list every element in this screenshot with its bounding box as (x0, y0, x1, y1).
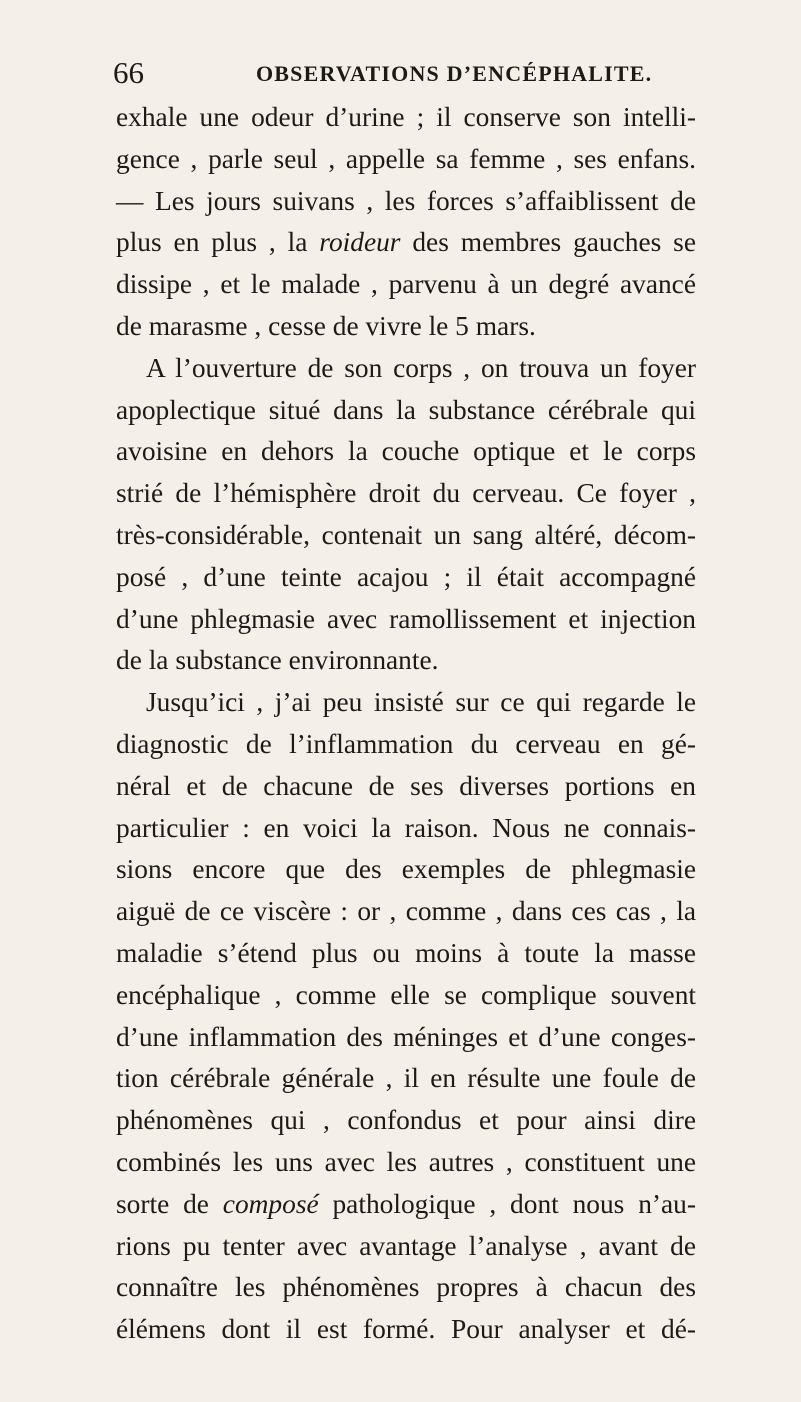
text-line: très-considérable, contenait un sang altéré, décom- (116, 519, 696, 550)
text-line: avoisine en dehors la couche optique et le corps (116, 436, 696, 467)
text-line: gence , parle seul , appelle sa femme , ses enfans. (116, 143, 696, 174)
text-line: sions encore que des exemples de phlegmasie (116, 854, 696, 885)
text-line: encéphalique , comme elle se complique souvent (116, 979, 696, 1010)
text-line: — Les jours suivans , les forces s’affaiblissent de (116, 185, 696, 216)
text-line: de marasme , cesse de vivre le 5 mars. (116, 310, 536, 341)
text-line: exhale une odeur d’urine ; il conserve son intelli- (116, 102, 696, 132)
page-header (113, 56, 693, 90)
text-line: posé , d’une teinte acajou ; il était accompagné (116, 561, 696, 592)
text-line: diagnostic de l’inflammation du cerveau en gé- (116, 728, 696, 759)
text-line: de la substance environnante. (116, 645, 439, 676)
text-line: apoplectique situé dans la substance cérébrale qui (116, 394, 696, 425)
text-line: combinés les uns avec les autres , constituent une (116, 1146, 696, 1177)
text-line: néral et de chacune de ses diverses portions en (116, 770, 696, 801)
running-head: OBSERVATIONS D’ENCÉPHALITE. (256, 61, 653, 86)
text-line: particulier : en voici la raison. Nous ne connais- (116, 812, 696, 843)
text-line: connaître les phénomènes propres à chacun des (116, 1272, 696, 1303)
text-line: d’une phlegmasie avec ramollissement et injection (116, 603, 696, 634)
body-text (116, 97, 696, 1351)
text-line: rions pu tenter avec avantage l’analyse , avant de (116, 1230, 696, 1261)
text-line: strié de l’hémisphère droit du cerveau. Ce foyer , (116, 478, 696, 509)
text-line: Jusqu’ici , j’ai peu insisté sur ce qui regarde le (146, 687, 696, 718)
page-number: 66 (113, 55, 144, 90)
text-line: phénomènes qui , confondus et pour ainsi dire (116, 1105, 696, 1136)
text-line: aiguë de ce viscère : or , comme , dans ces cas , la (116, 896, 696, 927)
text-line: élémens dont il est formé. Pour analyser et dé- (116, 1314, 696, 1345)
text-line: A l’ouverture de son corps , on trouva un foyer (146, 352, 696, 383)
text-line: maladie s’étend plus ou moins à toute la masse (116, 937, 696, 968)
text-line: dissipe , et le malade , parvenu à un degré avancé (116, 269, 696, 300)
text-line: d’une inflammation des méninges et d’une conges- (116, 1021, 696, 1052)
text-line: plus en plus , la roideur des membres gauches se (116, 227, 696, 258)
text-line: sorte de composé pathologique , dont nous n’au- (116, 1188, 696, 1219)
text-line: tion cérébrale générale , il en résulte une foule de (116, 1063, 696, 1094)
italic-term: composé (222, 1188, 319, 1219)
italic-term: roideur (319, 227, 401, 258)
